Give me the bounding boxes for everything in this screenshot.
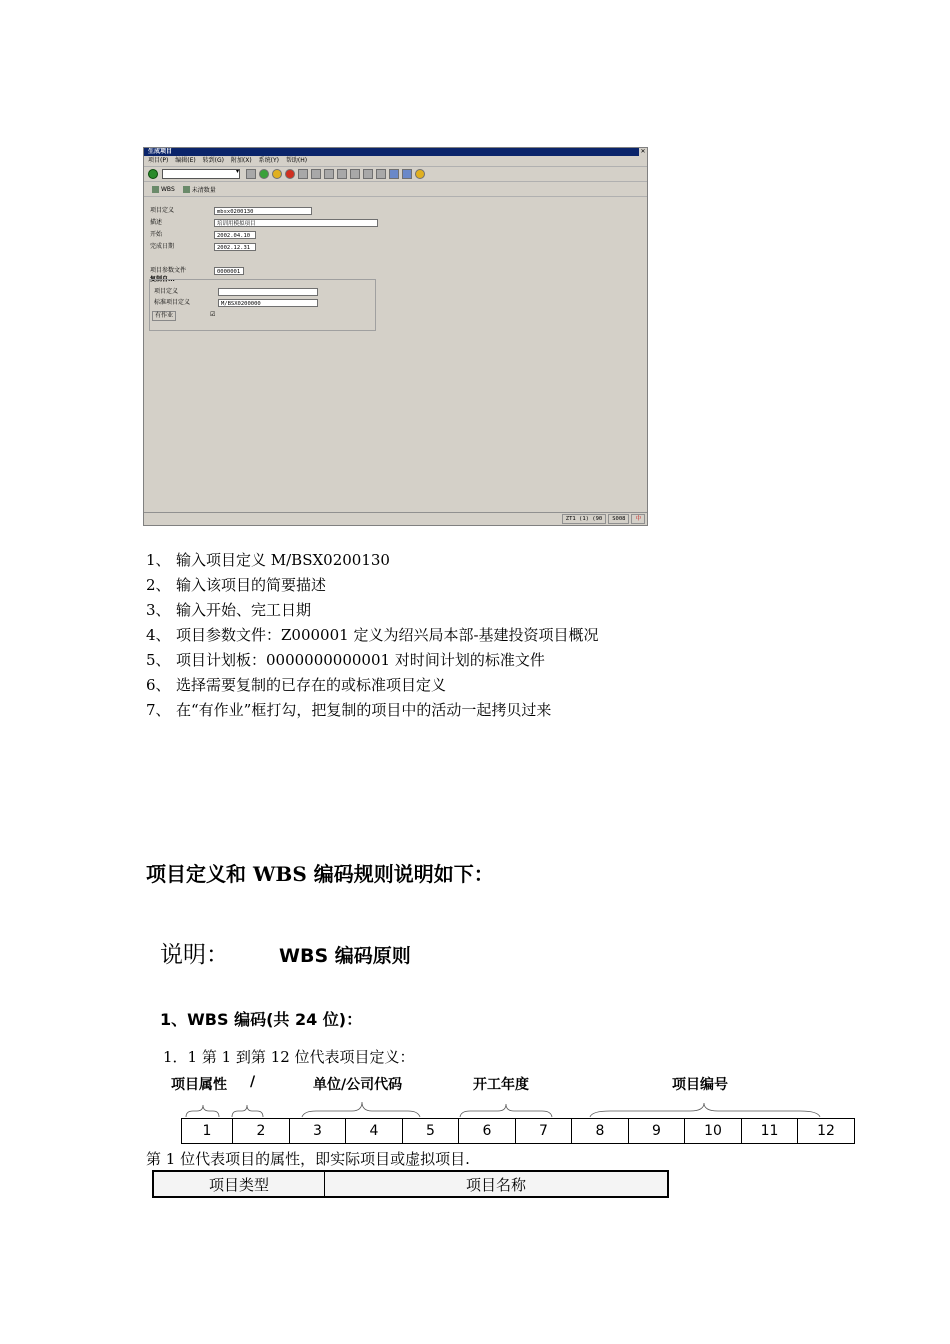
- brace-year: [460, 1104, 552, 1117]
- print-icon[interactable]: [298, 169, 308, 179]
- sap-window-title: 生成项目: [148, 148, 173, 155]
- sap-application-toolbar: [144, 182, 647, 197]
- wbs-icon: [152, 186, 159, 193]
- digit-cell: 2: [233, 1119, 290, 1144]
- sap-title-bar: [144, 148, 647, 156]
- wbs-button-label: WBS: [161, 185, 175, 193]
- shortcut-icon[interactable]: [402, 169, 412, 179]
- open-quantity-button[interactable]: [183, 185, 216, 194]
- brace-unit: [302, 1102, 420, 1117]
- back-icon[interactable]: [259, 169, 269, 179]
- paragraph-digit-1: 第 1 位代表项目的属性，即实际项目或虚拟项目.: [146, 1150, 470, 1168]
- description-label: 描述: [150, 219, 163, 226]
- find-icon[interactable]: [311, 169, 321, 179]
- step-6: 6、 选择需要复制的已存在的或标准项目定义: [146, 676, 447, 694]
- digit-cell: 12: [798, 1119, 855, 1144]
- brace-attr: [186, 1105, 219, 1117]
- start-date-input[interactable]: 2002.04.10: [214, 231, 256, 239]
- last-page-icon[interactable]: [376, 169, 386, 179]
- finish-date-label: 完成日期: [150, 243, 175, 250]
- step-3: 3、 输入开始、完工日期: [146, 601, 312, 619]
- menu-extras[interactable]: 附加(X): [230, 157, 252, 164]
- digit-cell: 1: [182, 1119, 233, 1144]
- group-attr-label: 项目属性: [171, 1077, 227, 1093]
- sap-status-bar: [144, 512, 647, 525]
- status-server: S008: [608, 514, 629, 524]
- step-7: 7、 在“有作业”框打勾，把复制的项目中的活动一起拷贝过来: [146, 701, 552, 719]
- step-4: 4、 项目参数文件：Z000001 定义为绍兴局本部-基建投资项目概况: [146, 626, 599, 644]
- menu-edit[interactable]: 编辑(E): [175, 157, 196, 164]
- project-profile-label: 项目参数文件: [150, 267, 187, 274]
- first-page-icon[interactable]: [337, 169, 347, 179]
- project-def-input[interactable]: mbsx0200130: [214, 207, 312, 215]
- col-project-type: 项目类型: [153, 1171, 325, 1197]
- explain-line: [160, 936, 411, 969]
- next-page-icon[interactable]: [363, 169, 373, 179]
- open-quantity-icon: [183, 186, 190, 193]
- start-label: 开始: [150, 231, 163, 238]
- group-unit-label: 单位/公司代码: [313, 1077, 403, 1093]
- copy-project-def-input[interactable]: [218, 288, 318, 296]
- brace-number: [590, 1103, 820, 1117]
- with-activities-checkbox[interactable]: ☑: [210, 311, 216, 318]
- digit-cell: 7: [516, 1119, 572, 1144]
- copy-from-heading: 复制自...: [150, 276, 175, 283]
- sap-standard-toolbar: [144, 167, 647, 182]
- col-project-name: 项目名称: [325, 1171, 669, 1197]
- digit-cell: 9: [629, 1119, 685, 1144]
- find-next-icon[interactable]: [324, 169, 334, 179]
- explain-label: 说明：: [160, 942, 229, 968]
- project-type-table: [152, 1170, 669, 1198]
- menu-help[interactable]: 帮助(H): [285, 157, 308, 164]
- command-field[interactable]: [162, 169, 240, 179]
- new-session-icon[interactable]: [389, 169, 399, 179]
- steps-list: [146, 548, 599, 723]
- step-5: 5、 项目计划板：0000000000001 对时间计划的标准文件: [146, 651, 545, 669]
- enter-icon[interactable]: [148, 169, 158, 179]
- menu-project[interactable]: 项目(P): [148, 157, 169, 164]
- digit-cell: 4: [346, 1119, 403, 1144]
- project-def-label: 项目定义: [150, 207, 175, 214]
- digit-cell: 10: [685, 1119, 742, 1144]
- digit-cell: 3: [290, 1119, 346, 1144]
- section-heading: 项目定义和 WBS 编码规则说明如下：: [146, 862, 494, 886]
- wbs-coding-heading: 1、WBS 编码(共 24 位)：: [160, 1010, 363, 1029]
- status-system: ZT1 (1) (90: [562, 514, 606, 524]
- digit-cell: 8: [572, 1119, 629, 1144]
- menu-system[interactable]: 系统(Y): [258, 157, 279, 164]
- sap-screenshot: [143, 147, 648, 526]
- explain-title: WBS 编码原则: [279, 945, 411, 967]
- step-2: 2、 输入该项目的简要描述: [146, 576, 327, 594]
- group-slash: /: [250, 1074, 256, 1090]
- group-year-label: 开工年度: [473, 1077, 529, 1093]
- close-icon[interactable]: ✕: [640, 148, 646, 155]
- cancel-icon[interactable]: [285, 169, 295, 179]
- finish-date-input[interactable]: 2002.12.31: [214, 243, 256, 251]
- digit-cell: 11: [742, 1119, 798, 1144]
- sap-menu-bar: [144, 156, 647, 167]
- open-quantity-label: 未清数量: [191, 186, 216, 194]
- exit-icon[interactable]: [272, 169, 282, 179]
- group-number-label: 项目编号: [672, 1077, 728, 1093]
- subsection-1-1: 1．1 第 1 到第 12 位代表项目定义：: [163, 1048, 415, 1066]
- digit-cell: 6: [459, 1119, 516, 1144]
- project-profile-input[interactable]: 0000001: [214, 267, 244, 275]
- with-activities-label: 有作业: [152, 311, 176, 321]
- copy-project-def-label: 项目定义: [154, 288, 179, 295]
- group-braces: [0, 1100, 950, 1120]
- prev-page-icon[interactable]: [350, 169, 360, 179]
- brace-slash: [232, 1105, 263, 1117]
- std-project-def-input[interactable]: M/BSX0200000: [218, 299, 318, 307]
- digit-table: [181, 1118, 855, 1144]
- menu-goto[interactable]: 转到(G): [202, 157, 224, 164]
- copy-from-group: [149, 279, 376, 331]
- ime-indicator[interactable]: 中: [631, 514, 645, 524]
- wbs-button[interactable]: [152, 186, 175, 193]
- digit-cell: 5: [403, 1119, 459, 1144]
- std-project-def-label: 标准项目定义: [154, 299, 191, 306]
- description-input[interactable]: 培训用模拟项目: [214, 219, 378, 227]
- save-icon[interactable]: [246, 169, 256, 179]
- step-1: 1、 输入项目定义 M/BSX0200130: [146, 551, 390, 569]
- help-icon[interactable]: [415, 169, 425, 179]
